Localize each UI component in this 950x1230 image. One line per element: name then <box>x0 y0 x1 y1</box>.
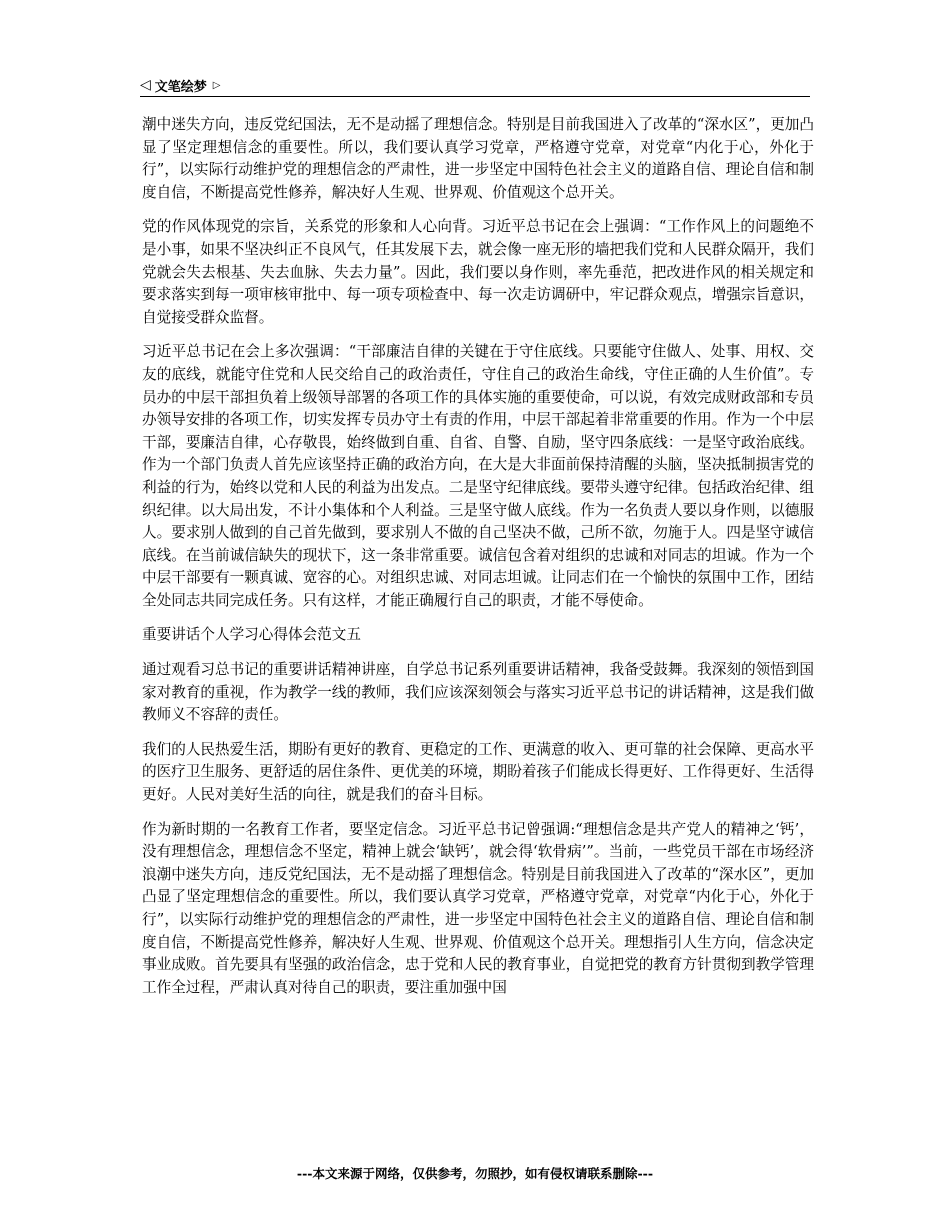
paragraph: 习近平总书记在会上多次强调：“干部廉洁自律的关键在于守住底线。只要能守住做人、处事、用权、交友的底线，就能守住党和人民交给自己的政治责任，守住自己的政治生命线，守住正确的人生价值”。专员办的中层干部担负着上级领导部署的各项工作的具体实施的重要使命，可以说，有效完成财政部和专员办领导安排的各项工作，切实发挥专员办守土有责的作用，中层干部起着非常重要的作用。作为一个中层干部，要廉洁自律，心存敬畏，始终做到自重、自省、自警、自励，坚守四条底线：一是坚守政治底线。作为一个部门负责人首先应该坚持正确的政治方向，在大是大非面前保持清醒的头脑，坚决抵制损害党的利益的行为，始终以党和人民的利益为出发点。二是坚守纪律底线。要带头遵守纪律。包括政治纪律、组织纪律。以大局出发，不计小集体和个人利益。三是坚守做人底线。作为一名负责人要以身作则，以德服人。要求别人做到的自己首先做到，要求别人不做的自己坚决不做，己所不欲，勿施于人。四是坚守诚信底线。在当前诚信缺失的现状下，这一条非常重要。诚信包含着对组织的忠诚和对同志的坦诚。作为一个中层干部要有一颗真诚、宽容的心。对组织忠诚、对同志坦诚。让同志们在一个愉快的氛围中工作，团结全处同志共同完成任务。只有这样，才能正确履行自己的职责，才能不辱使命。 <box>142 343 814 609</box>
paragraph: 我们的人民热爱生活，期盼有更好的教育、更稳定的工作、更满意的收入、更可靠的社会保障、更高水平的医疗卫生服务、更舒适的居住条件、更优美的环境，期盼着孩子们能成长得更好、工作得更好、生活得更好。人民对美好生活的向往，就是我们的奋斗目标。 <box>142 740 814 804</box>
document-body <box>142 114 814 1011</box>
page-header <box>140 74 810 96</box>
paragraph: 通过观看习总书记的重要讲话精神讲座，自学总书记系列重要讲话精神，我备受鼓舞。我深刻的领悟到国家对教育的重视，作为教学一线的教师，我们应该深刻领会与落实习近平总书记的讲话精神，这是我们做教师义不容辞的责任。 <box>142 661 814 724</box>
section-heading: 重要讲话个人学习心得体会范文五 <box>142 626 361 644</box>
left-triangle-icon: ◁ <box>140 77 151 93</box>
header-title: 文笔绘梦 <box>154 79 207 95</box>
paragraph: 党的作风体现党的宗旨，关系党的形象和人心向背。习近平总书记在会上强调：“工作作风上的问题绝不是小事，如果不坚决纠正不良风气，任其发展下去，就会像一座无形的墙把我们党和人民群众隔开，我们党就会失去根基、失去血脉、失去力量”。因此，我们要以身作则，率先垂范，把改进作风的相关规定和要求落实到每一项审核审批中、每一项专项检查中、每一次走访调研中，牢记群众观点，增强宗旨意识，自觉接受群众监督。 <box>142 218 814 326</box>
paragraph: 作为新时期的一名教育工作者，要坚定信念。习近平总书记曾强调:“理想信念是共产党人的精神之‘钙’，没有理想信念，理想信念不坚定，精神上就会‘缺钙’，就会得‘软骨病’”。当前，一些党员干部在市场经济浪潮中迷失方向，违反党纪国法，无不是动摇了理想信念。特别是目前我国进入了改革的“深水区”，更加凸显了坚定理想信念的重要性。所以，我们要认真学习党章，严格遵守党章，对党章“内化于心，外化于行”，以实际行动维护党的理想信念的严肃性，进一步坚定中国特色社会主义的道路自信、理论自信和制度自信，不断提高党性修养，解决好人生观、世界观、价值观这个总开关。理想指引人生方向，信念决定事业成败。首先要具有坚强的政治信念，忠于党和人民的教育事业，自觉把党的教育方针贯彻到教学管理工作全过程，严肃认真对待自己的职责，要注重加强中国 <box>142 820 814 996</box>
header-divider <box>140 96 810 97</box>
page-footer-disclaimer: ---本文来源于网络，仅供参考，勿照抄，如有侵权请联系删除--- <box>296 1166 654 1181</box>
right-triangle-icon: ▷ <box>212 79 221 91</box>
paragraph: 潮中迷失方向，违反党纪国法，无不是动摇了理想信念。特别是目前我国进入了改革的“深水区”，更加凸显了坚定理想信念的重要性。所以，我们要认真学习党章，严格遵守党章，对党章“内化于心，外化于行”，以实际行动维护党的理想信念的严肃性，进一步坚定中国特色社会主义的道路自信、理论自信和制度自信，不断提高党性修养，解决好人生观、世界观、价值观这个总开关。 <box>142 116 814 201</box>
